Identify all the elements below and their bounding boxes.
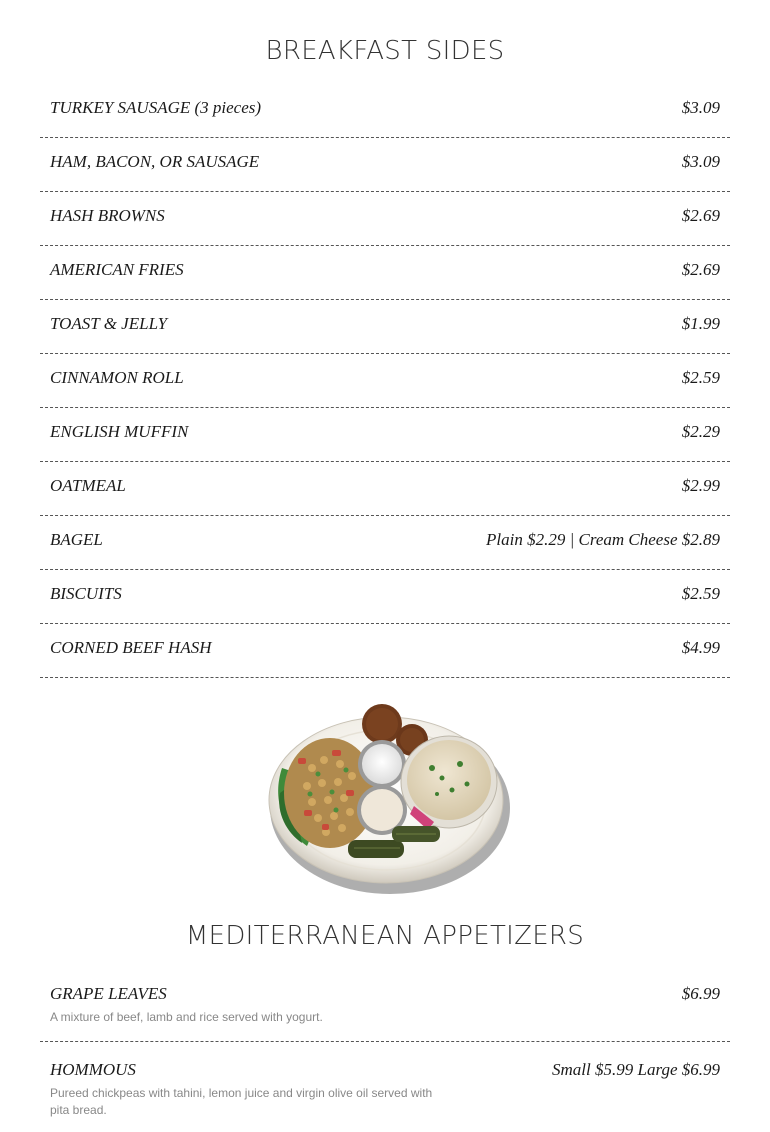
item-price: $2.59: [681, 584, 720, 603]
item-price: $2.59: [681, 368, 720, 387]
item-name: TOAST & JELLY: [50, 314, 168, 333]
menu-item: [40, 462, 730, 516]
item-description: A mixture of beef, lamb and rice served with yogurt.: [50, 1010, 323, 1024]
menu-item: [40, 570, 730, 624]
menu-item: [40, 624, 730, 678]
menu-item: [40, 300, 730, 354]
item-name: TURKEY SAUSAGE (3 pieces): [50, 98, 262, 117]
food-plate-image: [262, 698, 512, 898]
item-name: OATMEAL: [50, 476, 126, 495]
item-name: CINNAMON ROLL: [50, 368, 184, 387]
item-price: $2.69: [681, 260, 720, 279]
item-price: $3.09: [681, 98, 720, 117]
item-name: HASH BROWNS: [50, 206, 165, 225]
item-name: HOMMOUS: [50, 1060, 136, 1079]
item-price: Plain $2.29 | Cream Cheese $2.89: [486, 530, 720, 549]
item-name: GRAPE LEAVES: [50, 984, 167, 1003]
menu-item: [40, 408, 730, 462]
menu-item: [40, 246, 730, 300]
menu-item: [40, 192, 730, 246]
item-price: $2.99: [681, 476, 720, 495]
item-name: HAM, BACON, OR SAUSAGE: [50, 152, 260, 171]
item-name: ENGLISH MUFFIN: [50, 422, 189, 441]
item-price: $6.99: [681, 984, 720, 1003]
item-name: BISCUITS: [50, 584, 122, 603]
menu-item: [40, 966, 730, 1042]
item-name: AMERICAN FRIES: [50, 260, 184, 279]
mediterranean-appetizers-list: [40, 966, 730, 1132]
item-price: $4.99: [681, 638, 720, 657]
mediterranean-appetizers-title: MEDITERRANEAN APPETIZERS: [185, 921, 585, 951]
menu-item: [40, 354, 730, 408]
breakfast-sides-list: [40, 84, 730, 678]
item-price: $3.09: [681, 152, 720, 171]
menu-item: [40, 84, 730, 138]
item-description: Pureed chickpeas with tahini, lemon juice and virgin olive oil served with pita bread.: [50, 1086, 433, 1117]
item-price: $1.99: [681, 314, 720, 333]
item-price: Small $5.99 Large $6.99: [552, 1060, 720, 1079]
menu-item: [40, 516, 730, 570]
item-price: $2.69: [681, 206, 720, 225]
menu-item: [40, 138, 730, 192]
menu-item: [40, 1042, 730, 1132]
item-name: CORNED BEEF HASH: [50, 638, 212, 657]
mediterranean-plate-illustration: [262, 698, 512, 898]
item-name: BAGEL: [50, 530, 103, 549]
breakfast-sides-title: BREAKFAST SIDES: [265, 36, 505, 66]
item-price: $2.29: [681, 422, 720, 441]
